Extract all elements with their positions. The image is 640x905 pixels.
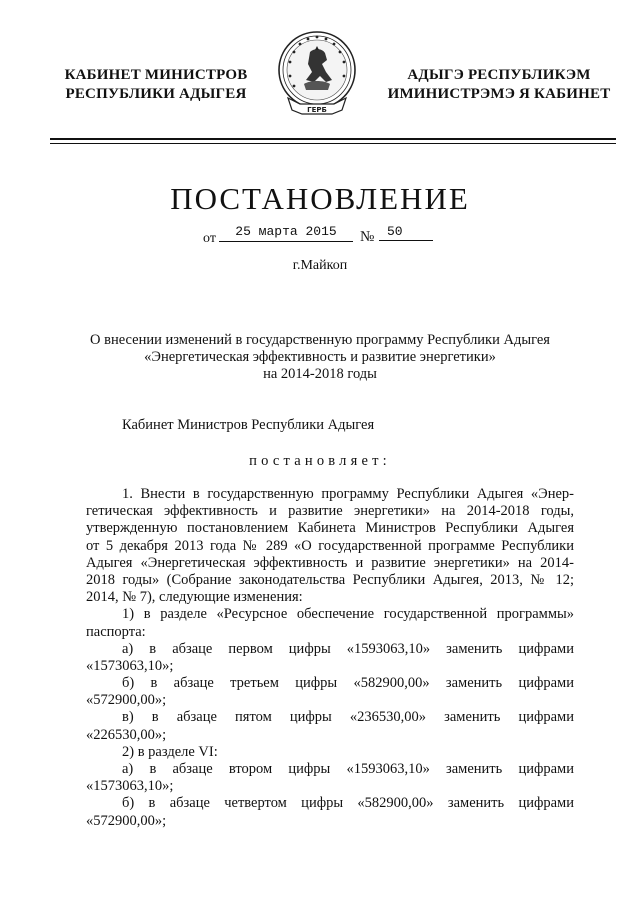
subject-line-1: О внесении изменений в государственную программу Республики Адыгея [90, 332, 550, 348]
body-line: 2018 годы» (Собрание законодательства Республики Адыгея, 2013, № 12; [86, 571, 574, 588]
body-line: «1573063,10»; [86, 657, 174, 674]
number-label: № [360, 229, 375, 245]
header-rule-thick [50, 138, 616, 140]
date-prefix-label: от [203, 231, 216, 246]
header-rule-thin [50, 143, 616, 144]
body-line: 2) в разделе VI: [122, 743, 218, 760]
body-line: 1) в разделе «Ресурсное обеспечение государственной программы» [122, 606, 574, 623]
body-line: а) в абзаце первом цифры «1593063,10» заменить цифрами [122, 640, 574, 657]
decrees-label: постановляет: [249, 453, 391, 469]
body-line: паспорта: [86, 623, 146, 640]
body-line: гетическая эффективность и развитие энергетики» на 2014-2018 годы, [86, 503, 574, 520]
header-right-line1: АДЫГЭ РЕСПУБЛИКЭМ [407, 67, 591, 83]
body-line: «572900,00»; [86, 692, 167, 709]
document-city: г.Майкоп [292, 258, 348, 273]
header-right-org [384, 66, 614, 104]
document-subject [60, 332, 580, 383]
document-body [86, 486, 574, 830]
emblem-ribbon-text: ГЕРБ [307, 106, 327, 114]
document-date: 25 марта 2015 [219, 224, 353, 242]
body-line: 2014, № 7), следующие изменения: [86, 589, 303, 606]
body-line: в) в абзаце пятом цифры «236530,00» заменить цифрами [122, 709, 574, 726]
body-line: «572900,00»; [86, 812, 167, 829]
header-left-org [56, 66, 256, 104]
body-line: 1. Внести в государственную программу Республики Адыгея «Энер- [122, 486, 574, 502]
document-number: 50 [379, 224, 433, 241]
document-title: ПОСТАНОВЛЕНИЕ [170, 181, 470, 216]
body-line: «226530,00»; [86, 726, 167, 743]
header-left-line1: КАБИНЕТ МИНИСТРОВ [64, 67, 248, 83]
body-line: Адыгея «Энергетическая эффективность и развитие энергетики» на 2014- [86, 554, 574, 571]
body-line: б) в абзаце третьем цифры «582900,00» заменить цифрами [122, 675, 574, 692]
body-line: а) в абзаце втором цифры «1593063,10» заменить цифрами [122, 761, 574, 777]
body-line: утвержденную постановлением Кабинета Министров Республики Адыгея [86, 520, 574, 537]
header-left-line2: РЕСПУБЛИКИ АДЫГЕЯ [65, 86, 247, 102]
coat-of-arms-icon [270, 24, 364, 124]
subject-line-3: на 2014-2018 годы [263, 366, 377, 382]
subject-line-2: «Энергетическая эффективность и развитие энергетики» [144, 349, 496, 365]
body-line: б) в абзаце четвертом цифры «582900,00» заменить цифрами [122, 795, 574, 812]
body-line: от 5 декабря 2013 года № 289 «О государственной программе Республики [86, 537, 574, 554]
issuer-statement: Кабинет Министров Республики Адыгея [122, 417, 375, 433]
header-right-line2: ИМИНИСТРЭМЭ Я КАБИНЕТ [387, 86, 611, 102]
body-line: «1573063,10»; [86, 778, 174, 795]
